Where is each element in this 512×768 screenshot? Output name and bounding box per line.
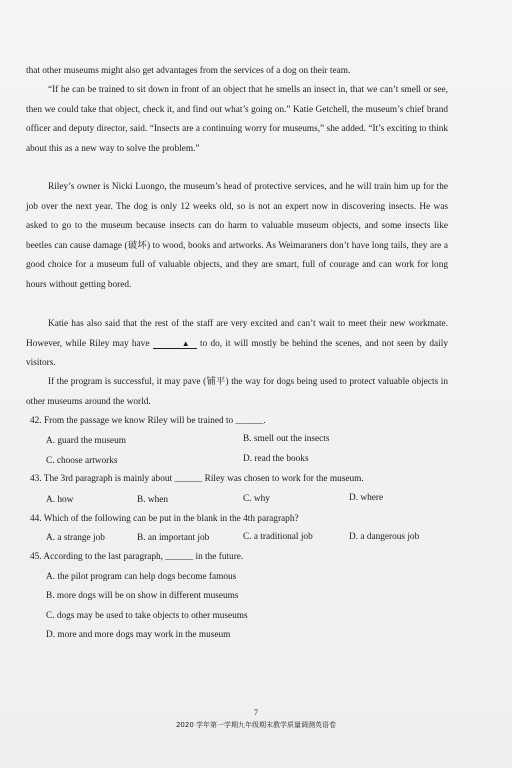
passage-paragraph-2: “If he can be trained to sit down in front of an object that he smells an insect in, that we can’t smell or see, then we could take that object, check it, and find out what’s going on.” Katie Getchell, the museum’s chief brand officer and deputy director, said. “Insects are a continuing worry for museums,” she added. “It’s exciting to think about this as a new way to solve the problem.”	[26, 85, 448, 154]
question-42-option-c: C. choose artworks	[46, 456, 118, 466]
passage-paragraph-4	[26, 315, 448, 374]
question-43-option-b: B. when	[137, 495, 168, 505]
question-43-option-c: C. why	[243, 494, 270, 504]
passage-paragraph-3: Riley’s owner is Nicki Luongo, the museum’s head of protective services, and he will train him up for the job over the next year. The dog is only 12 weeks old, so is not an expert now in discovering insects. He was asked to go to the museum because insects can do harm to valuable museum objects, and some insects like beetles can cause damage (破坏) to wood, books and artworks. As Weimaraners don’t have long tails, they are a good choice for a museum full of valuable objects, and they are smart, full of courage and can work for long hours without getting bored.	[26, 182, 448, 290]
question-43-option-a: A. how	[46, 495, 74, 505]
exam-caption: 2020 学年第一学期九年级期末教学质量调测英语卷	[175, 721, 337, 729]
question-45-option-d: D. more and more dogs may work in the museum	[46, 630, 231, 640]
question-44-option-c: C. a traditional job	[243, 532, 313, 542]
question-45-stem: 45. According to the last paragraph, ______ in the future.	[30, 552, 244, 562]
paragraph-4-text-after: to do, it will mostly be behind the scenes, and not seen by daily visitors.	[26, 338, 448, 369]
question-44-option-a: A. a strange job	[46, 533, 105, 543]
question-45-option-a: A. the pilot program can help dogs become famous	[46, 572, 237, 582]
question-42-stem: 42. From the passage we know Riley will be trained to ______.	[30, 416, 266, 426]
question-44-stem: 44. Which of the following can be put in the blank in the 4th paragraph?	[30, 514, 299, 524]
blank-marker: ▲	[153, 340, 197, 349]
question-42-option-b: B. smell out the insects	[243, 434, 330, 444]
question-45-option-c: C. dogs may be used to take objects to other museums	[46, 611, 248, 621]
question-42-option-a: A. guard the museum	[46, 436, 127, 446]
page-number: 7	[254, 708, 258, 717]
paragraph-4-text-before: Katie has also said that the rest of the staff are very excited and can’t wait to meet their new workmate. However, while Riley may have	[26, 319, 448, 349]
question-44-option-b: B. an important job	[137, 533, 210, 543]
passage-paragraph-5: If the program is successful, it may pave (铺平) the way for dogs being used to protect valuable objects in other museums around the world.	[26, 377, 448, 407]
question-42-option-d: D. read the books	[243, 454, 309, 464]
passage-paragraph-continuation: that other museums might also get advantages from the services of a dog on their team.	[26, 66, 351, 76]
question-43-option-d: D. where	[349, 493, 384, 503]
question-44-option-d: D. a dangerous job	[349, 532, 420, 542]
question-43-stem: 43. The 3rd paragraph is mainly about ______ Riley was chosen to work for the museum.	[30, 474, 364, 484]
question-45-option-b: B. more dogs will be on show in different museums	[46, 591, 239, 601]
